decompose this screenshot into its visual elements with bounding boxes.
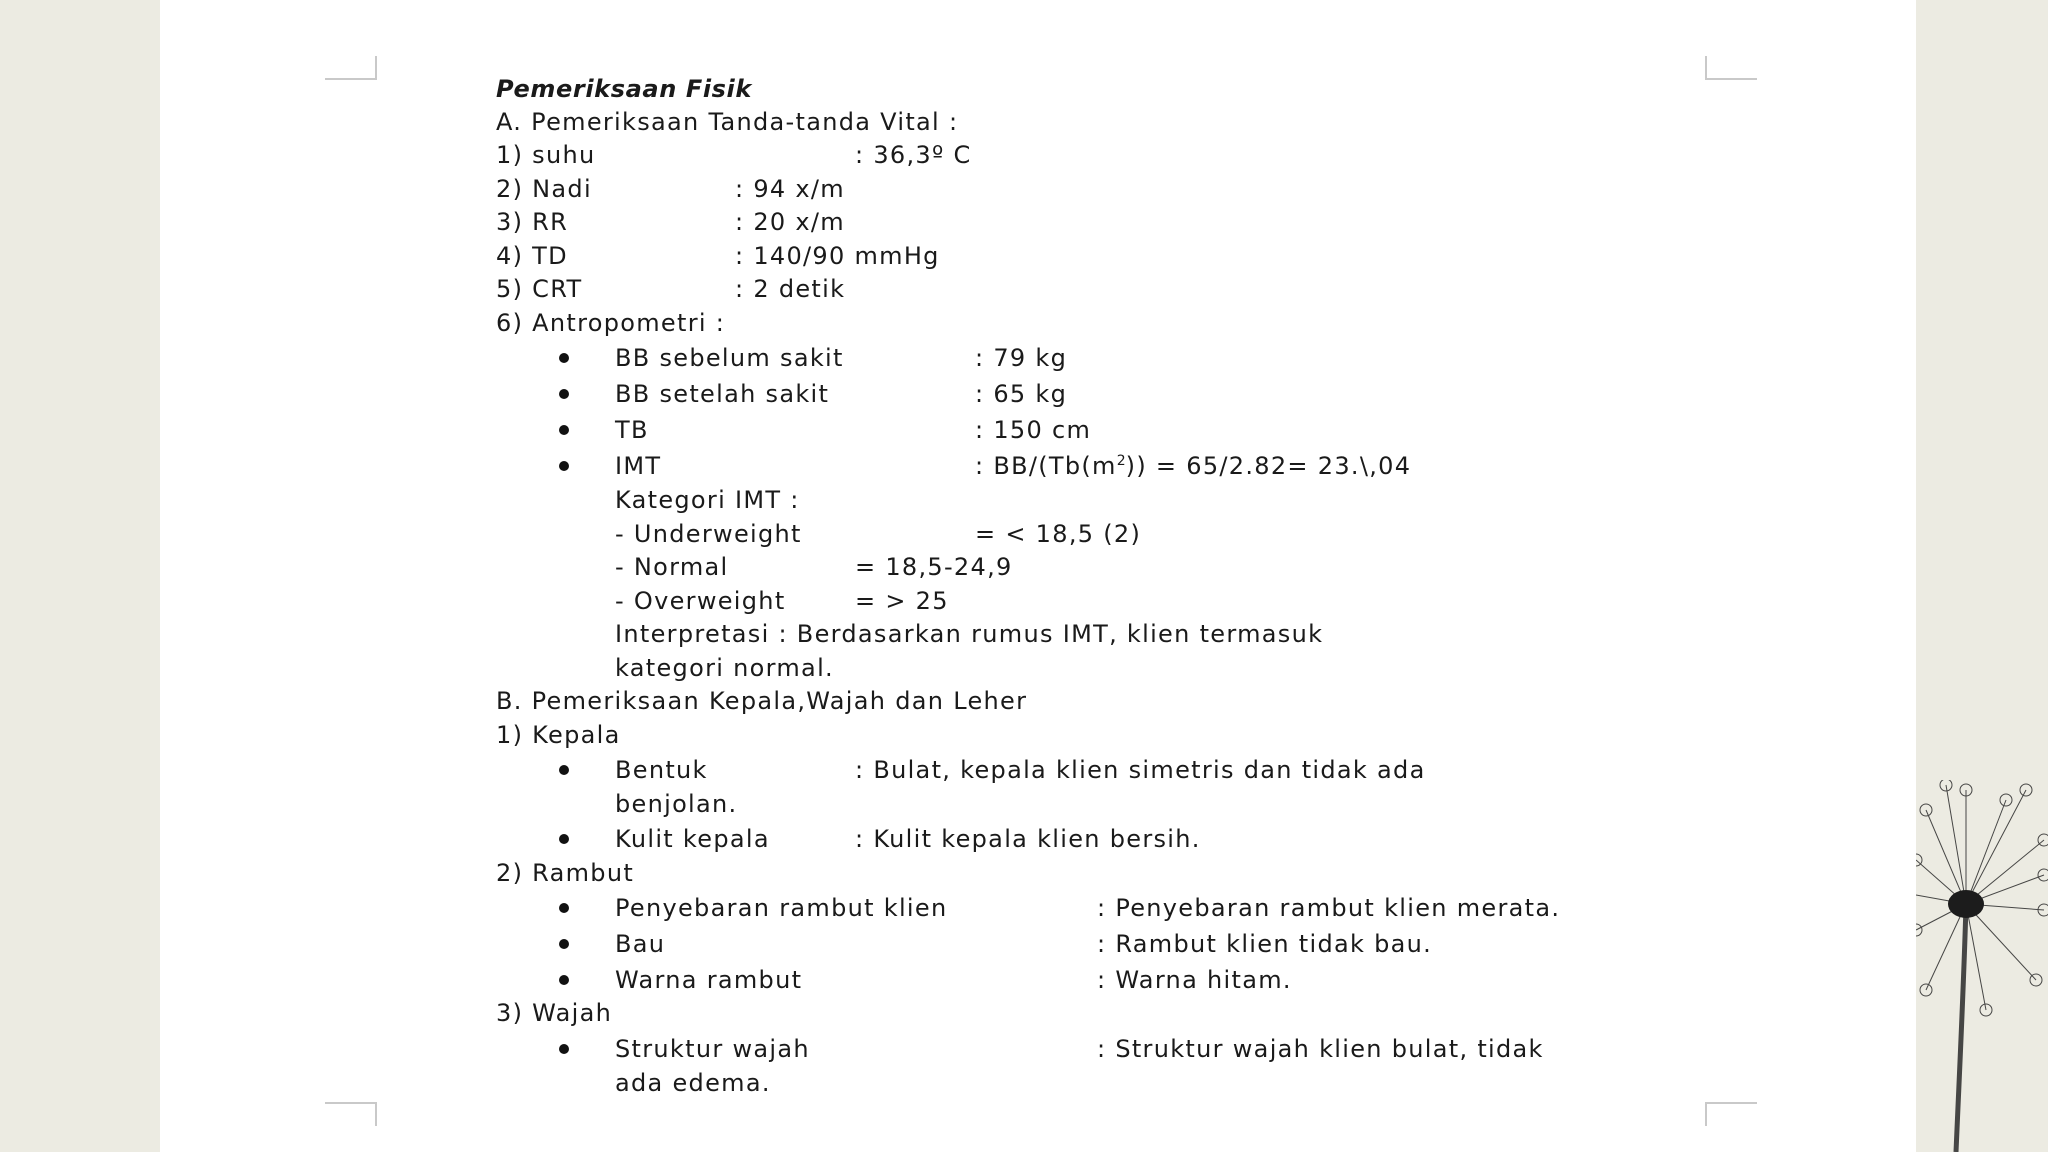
bullet [559,389,569,399]
wajah-heading: 3) Wajah [496,999,613,1027]
document-title: Pemeriksaan Fisik [496,75,752,103]
dandelion-decoration [1916,780,2048,1152]
kategori-imt-heading: Kategori IMT : [615,486,800,514]
bullet [559,765,569,775]
kepala-heading: 1) Kepala [496,721,621,749]
interpretasi-line-2: kategori normal. [615,654,834,682]
kategori-value-overweight: = > 25 [855,587,949,615]
vital-label-nadi: 2) Nadi [496,175,592,203]
kepala-value-kulit: : Kulit kepala klien bersih. [855,825,1201,853]
interpretasi-line-1: Interpretasi : Berdasarkan rumus IMT, klien termasuk [615,620,1324,648]
document-page [160,0,1916,1152]
bullet [559,425,569,435]
vital-label-suhu: 1) suhu [496,141,596,169]
antropometri-value-imt: : $BB/(Tb(m^2)) = 65/2.82=$ 23.\,04 [975,452,1412,480]
antropometri-value-bb-setelah: : 65 kg [975,380,1068,408]
crop-mark-top-right [1705,56,1757,80]
vital-label-td: 4) TD [496,242,568,270]
bullet [559,1044,569,1054]
antropometri-label-imt: IMT [615,452,662,480]
bullet [559,461,569,471]
kategori-label-overweight: - Overweight [615,587,786,615]
bullet [559,834,569,844]
antropometri-heading: 6) Antropometri : [496,309,726,337]
wajah-value-struktur-cont: ada edema. [615,1069,771,1097]
rambut-value-warna: : Warna hitam. [1097,966,1292,994]
bullet [559,939,569,949]
wajah-value-struktur: : Struktur wajah klien bulat, tidak [1097,1035,1544,1063]
kategori-label-normal: - Normal [615,553,729,581]
antropometri-label-bb-sebelum: BB sebelum sakit [615,344,844,372]
rambut-label-bau: Bau [615,930,666,958]
kepala-label-kulit: Kulit kepala [615,825,770,853]
rambut-value-penyebaran: : Penyebaran rambut klien merata. [1097,894,1561,922]
rambut-value-bau: : Rambut klien tidak bau. [1097,930,1433,958]
kategori-value-underweight: = < 18,5 (2) [975,520,1142,548]
vital-value-crt: : 2 detik [735,275,846,303]
crop-mark-bottom-right [1705,1102,1757,1126]
kepala-label-bentuk: Bentuk [615,756,708,784]
rambut-heading: 2) Rambut [496,859,635,887]
crop-mark-top-left [325,56,377,80]
kategori-value-normal: = 18,5-24,9 [855,553,1013,581]
vital-value-td: : 140/90 mmHg [735,242,940,270]
wajah-label-struktur: Struktur wajah [615,1035,810,1063]
kepala-value-bentuk-cont: benjolan. [615,790,738,818]
section-a-heading: A. Pemeriksaan Tanda-tanda Vital : [496,108,959,136]
rambut-label-penyebaran: Penyebaran rambut klien [615,894,948,922]
antropometri-value-bb-sebelum: : 79 kg [975,344,1068,372]
antropometri-label-tb: TB [615,416,649,444]
vital-value-suhu: : 36,3º C [855,141,972,169]
vital-value-rr: : 20 x/m [735,208,845,236]
vital-label-crt: 5) CRT [496,275,583,303]
rambut-label-warna: Warna rambut [615,966,803,994]
section-b-heading: B. Pemeriksaan Kepala,Wajah dan Leher [496,687,1028,715]
antropometri-value-tb: : 150 cm [975,416,1092,444]
bullet [559,975,569,985]
vital-value-nadi: : 94 x/m [735,175,845,203]
crop-mark-bottom-left [325,1102,377,1126]
kepala-value-bentuk: : Bulat, kepala klien simetris dan tidak ada [855,756,1426,784]
kategori-label-underweight: - Underweight [615,520,802,548]
bullet [559,903,569,913]
antropometri-label-bb-setelah: BB setelah sakit [615,380,830,408]
vital-label-rr: 3) RR [496,208,569,236]
bullet [559,353,569,363]
